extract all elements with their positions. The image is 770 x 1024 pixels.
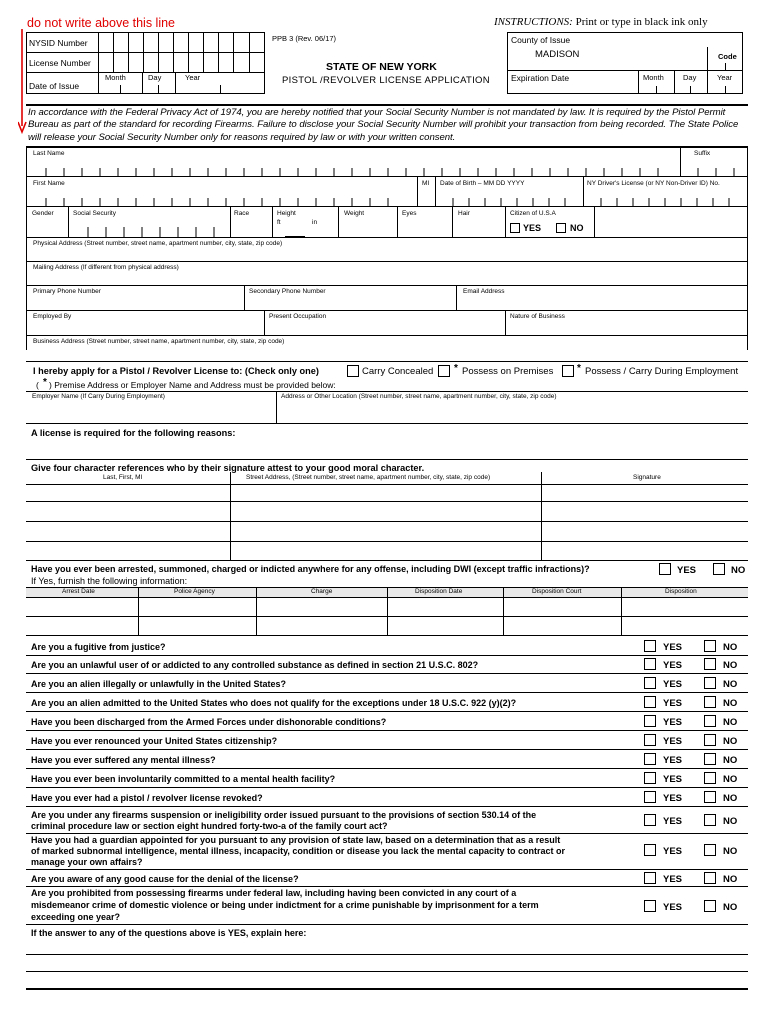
question-no-checkbox[interactable] — [704, 734, 716, 746]
reasons-label: A license is required for the following reasons: — [31, 428, 236, 438]
arrest-yes-label: YES — [677, 565, 697, 576]
issue-date-field[interactable] — [99, 73, 264, 93]
reference-row[interactable] — [28, 502, 746, 520]
premise-note-open: ( — [36, 380, 39, 390]
suffix-label: Suffix — [694, 150, 711, 157]
question-no-label: NO — [723, 774, 738, 785]
license-number-field[interactable] — [99, 53, 264, 72]
code-label: Code — [718, 52, 737, 61]
issue-day-label: Day — [148, 73, 162, 82]
race-label: Race — [234, 210, 250, 217]
explain-field[interactable] — [28, 940, 746, 986]
expiration-label: Expiration Date — [511, 73, 570, 83]
email-field[interactable] — [458, 297, 746, 309]
eyes-label: Eyes — [402, 210, 417, 217]
question-no-label: NO — [723, 902, 738, 913]
mailing-address-field[interactable] — [28, 273, 746, 285]
last-name-label: Last Name — [33, 150, 65, 157]
last-name-cells — [28, 162, 746, 176]
question-yes-label: YES — [663, 679, 683, 690]
arrest-no-checkbox[interactable] — [713, 563, 725, 575]
question-no-checkbox[interactable] — [704, 772, 716, 784]
question-yes-label: YES — [663, 717, 683, 728]
reference-row[interactable] — [28, 522, 746, 540]
question-no-label: NO — [723, 642, 738, 653]
references-prompt: Give four character references who by their signature attest to your good moral character. — [31, 463, 425, 473]
employed-by-label: Employed By — [33, 313, 72, 320]
arrest-row[interactable] — [28, 599, 746, 615]
question-yes-label: YES — [663, 755, 683, 766]
question-no-label: NO — [723, 755, 738, 766]
question-text: Have you ever had a pistol / revolver license revoked? — [31, 793, 263, 803]
question-yes-checkbox[interactable] — [644, 753, 656, 765]
arrest-col-5: Disposition — [665, 588, 697, 595]
question-no-label: NO — [723, 846, 738, 857]
question-no-checkbox[interactable] — [704, 696, 716, 708]
question-no-checkbox[interactable] — [704, 791, 716, 803]
premise-note-star: * — [43, 377, 47, 388]
email-label: Email Address — [463, 288, 505, 295]
business-address-label: Business Address (Street number, street name, apartment number, city, state, zip code) — [33, 338, 285, 345]
question-text: Have you had a guardian appointed for you pursuant to any provision of state law, based on a determination that as a result — [31, 835, 561, 845]
instructions-label — [494, 17, 708, 28]
question-no-label: NO — [723, 816, 738, 827]
question-text: Are you prohibited from possessing firearms under federal law, including having been convicted in any court of a — [31, 888, 517, 898]
question-text: Have you been discharged from the Armed Forces under dishonorable conditions? — [31, 717, 387, 727]
question-text: Have you ever renounced your United States citizenship? — [31, 736, 278, 746]
ref-col-signature: Signature — [633, 474, 661, 481]
primary-phone-field[interactable] — [28, 297, 242, 309]
question-yes-checkbox[interactable] — [644, 814, 656, 826]
question-text: Are you an unlawful user of or addicted to any controlled substance as defined in section 21 U.S.C. 802? — [31, 660, 479, 670]
secondary-phone-field[interactable] — [246, 297, 454, 309]
question-no-label: NO — [723, 679, 738, 690]
question-no-label: NO — [723, 874, 738, 885]
ssn-label: Social Security — [73, 210, 116, 217]
ref-col-address: Street Address, (Street number, street name, apartment number, city, state, zip code) — [246, 474, 491, 481]
employed-by-field[interactable] — [28, 322, 262, 334]
question-text: exceeding one year? — [31, 912, 121, 922]
question-text: manage your own affairs? — [31, 857, 143, 867]
explain-label: If the answer to any of the questions above is YES, explain here: — [31, 928, 307, 938]
question-yes-checkbox[interactable] — [644, 844, 656, 856]
question-yes-label: YES — [663, 902, 683, 913]
do-not-write-warning: do not write above this line — [27, 16, 176, 30]
question-yes-label: YES — [663, 846, 683, 857]
arrest-question: Have you ever been arrested, summoned, charged or indicted anywhere for any offense, including DWI (except traffic infractions)? — [31, 564, 590, 574]
arrest-row[interactable] — [28, 617, 746, 634]
question-no-checkbox[interactable] — [704, 677, 716, 689]
height-label: Height — [277, 210, 296, 217]
question-yes-label: YES — [663, 874, 683, 885]
question-no-label: NO — [723, 698, 738, 709]
question-yes-label: YES — [663, 698, 683, 709]
secondary-phone-label: Secondary Phone Number — [249, 288, 326, 295]
physical-address-label: Physical Address (Street number, street name, apartment number, city, state, zip code) — [33, 240, 283, 247]
question-text: Are you under any firearms suspension or ineligibility order issued pursuant to the provisions of section 530.14 of the — [31, 810, 537, 820]
arrest-no-label: NO — [731, 565, 746, 576]
arrest-yes-checkbox[interactable] — [659, 563, 671, 575]
citizen-no-label: NO — [570, 223, 584, 233]
question-no-checkbox[interactable] — [704, 844, 716, 856]
question-text: misdemeanor crime of domestic violence or being under indictment for a crime punishable by imprisonment for a term — [31, 900, 539, 910]
business-nature-field[interactable] — [507, 322, 746, 334]
gender-label: Gender — [32, 210, 54, 217]
carry-concealed-checkbox[interactable] — [347, 365, 359, 377]
question-no-checkbox[interactable] — [704, 715, 716, 727]
question-no-checkbox[interactable] — [704, 900, 716, 912]
other-location-field[interactable] — [278, 403, 746, 421]
arrest-followup: If Yes, furnish the following information: — [31, 576, 188, 586]
license-type-prompt: I hereby apply for a Pistol / Revolver License to: (Check only one) — [33, 366, 319, 376]
citizen-label: Citizen of U.S.A — [510, 210, 556, 217]
arrest-col-2: Charge — [311, 588, 333, 595]
form-title: PISTOL /REVOLVER LICENSE APPLICATION — [282, 75, 490, 86]
question-text: criminal procedure law or section eight hundred forty-two-a of the family court act? — [31, 821, 388, 831]
license-number-label: License Number — [29, 58, 91, 68]
question-no-label: NO — [723, 736, 738, 747]
primary-phone-label: Primary Phone Number — [33, 288, 101, 295]
date-of-issue-label: Date of Issue — [29, 81, 80, 91]
business-nature-label: Nature of Business — [510, 313, 565, 320]
possess-employment-checkbox[interactable] — [562, 365, 574, 377]
employer-name-field[interactable] — [28, 403, 274, 421]
question-no-label: NO — [723, 717, 738, 728]
height-field[interactable] — [274, 219, 336, 236]
question-no-checkbox[interactable] — [704, 658, 716, 670]
nysid-field[interactable] — [99, 33, 264, 52]
county-label: County of Issue — [511, 35, 571, 45]
question-yes-label: YES — [663, 736, 683, 747]
question-yes-label: YES — [663, 774, 683, 785]
possess-employment-star: * — [577, 363, 581, 374]
dob-label: Date of Birth – MM DD YYYY — [440, 180, 525, 187]
question-text: Have you ever been involuntarily committed to a mental health facility? — [31, 774, 336, 784]
mailing-address-label: Mailing Address (If different from physical address) — [33, 264, 179, 271]
question-yes-checkbox[interactable] — [644, 658, 656, 670]
exp-year-label: Year — [717, 73, 733, 82]
reference-row[interactable] — [28, 542, 746, 559]
form-number: PPB 3 (Rev. 06/17) — [272, 34, 337, 43]
first-name-label: First Name — [33, 180, 65, 187]
exp-month-label: Month — [643, 73, 664, 82]
question-no-label: NO — [723, 660, 738, 671]
question-yes-checkbox[interactable] — [644, 640, 656, 652]
state-title: STATE OF NEW YORK — [326, 61, 437, 73]
arrest-col-0: Arrest Date — [62, 588, 95, 595]
question-yes-checkbox[interactable] — [644, 772, 656, 784]
citizen-yes-checkbox[interactable] — [510, 223, 520, 233]
issue-month-label: Month — [105, 73, 126, 82]
issue-year-label: Year — [185, 73, 201, 82]
possess-premises-checkbox[interactable] — [438, 365, 450, 377]
question-no-checkbox[interactable] — [704, 640, 716, 652]
premise-note-text: ) Premise Address or Employer Name and Address must be provided below: — [49, 380, 336, 390]
height-ft-label: ft — [277, 219, 281, 226]
question-text: of marked subnormal intelligence, mental illness, incapacity, condition or disease you lack the mental capacity to contract or — [31, 846, 565, 856]
question-yes-checkbox[interactable] — [644, 900, 656, 912]
ref-col-name: Last, First, MI — [103, 474, 143, 481]
question-no-label: NO — [723, 793, 738, 804]
privacy-notice: In accordance with the Federal Privacy Act of 1974, you are hereby notified that your Social Security Number is not mandated by law. It is required by the Pistol Permit Bureau as part of the standard for recording Firearms. Failure to disclose your Social Security Number will prohibit your transaction from being recorded. The State Police will release your Social Security Number only for reasons required by law or with your written consent. — [28, 107, 739, 143]
reference-row[interactable] — [28, 485, 746, 500]
question-yes-label: YES — [663, 660, 683, 671]
carry-concealed-label: Carry Concealed — [362, 366, 434, 377]
question-no-checkbox[interactable] — [704, 814, 716, 826]
question-yes-checkbox[interactable] — [644, 677, 656, 689]
exp-day-label: Day — [683, 73, 697, 82]
question-text: Are you an alien illegally or unlawfully in the United States? — [31, 679, 287, 689]
question-no-checkbox[interactable] — [704, 872, 716, 884]
county-value[interactable]: MADISON — [535, 49, 580, 60]
ssn-cells[interactable] — [70, 220, 230, 237]
instructions-heading: INSTRUCTIONS: — [494, 16, 573, 28]
nysid-label: NYSID Number — [29, 38, 88, 48]
arrest-col-4: Disposition Court — [532, 588, 582, 595]
possess-premises-label: Possess on Premises — [462, 366, 554, 377]
mi-label: MI — [422, 180, 430, 187]
physical-address-field[interactable] — [28, 249, 746, 261]
question-yes-label: YES — [663, 642, 683, 653]
occupation-label: Present Occupation — [269, 313, 327, 320]
hair-label: Hair — [458, 210, 470, 217]
question-text: Are you an alien admitted to the United States who does not qualify for the exceptions under 18 U.S.C. 922 (y)(2)? — [31, 698, 517, 708]
possess-employment-label: Possess / Carry During Employment — [585, 366, 739, 377]
question-yes-checkbox[interactable] — [644, 696, 656, 708]
employer-name-label: Employer Name (If Carry During Employment) — [32, 393, 165, 400]
instructions-text: Print or type in black ink only — [575, 16, 708, 28]
height-in-label: in — [312, 219, 318, 226]
question-text: Are you aware of any good cause for the denial of the license? — [31, 874, 299, 884]
possess-premises-star: * — [454, 363, 458, 374]
occupation-field[interactable] — [266, 322, 503, 334]
question-yes-checkbox[interactable] — [644, 734, 656, 746]
reasons-field[interactable] — [28, 441, 746, 459]
question-yes-label: YES — [663, 793, 683, 804]
citizen-yes-label: YES — [523, 223, 542, 233]
arrest-col-3: Disposition Date — [415, 588, 463, 595]
citizen-no-checkbox[interactable] — [556, 223, 566, 233]
first-name-cells — [28, 192, 746, 206]
question-text: Have you ever suffered any mental illness? — [31, 755, 216, 765]
drivers-license-label: NY Driver's License (or NY Non-Driver ID) No. — [587, 180, 720, 187]
arrest-col-1: Police Agency — [174, 588, 215, 595]
question-yes-checkbox[interactable] — [644, 715, 656, 727]
question-yes-checkbox[interactable] — [644, 872, 656, 884]
question-yes-label: YES — [663, 816, 683, 827]
question-no-checkbox[interactable] — [704, 753, 716, 765]
business-address-field[interactable] — [28, 346, 746, 358]
weight-label: Weight — [344, 210, 365, 217]
question-yes-checkbox[interactable] — [644, 791, 656, 803]
question-text: Are you a fugitive from justice? — [31, 642, 166, 652]
other-location-label: Address or Other Location (Street number, street name, apartment number, city, state, zip code) — [281, 393, 557, 400]
